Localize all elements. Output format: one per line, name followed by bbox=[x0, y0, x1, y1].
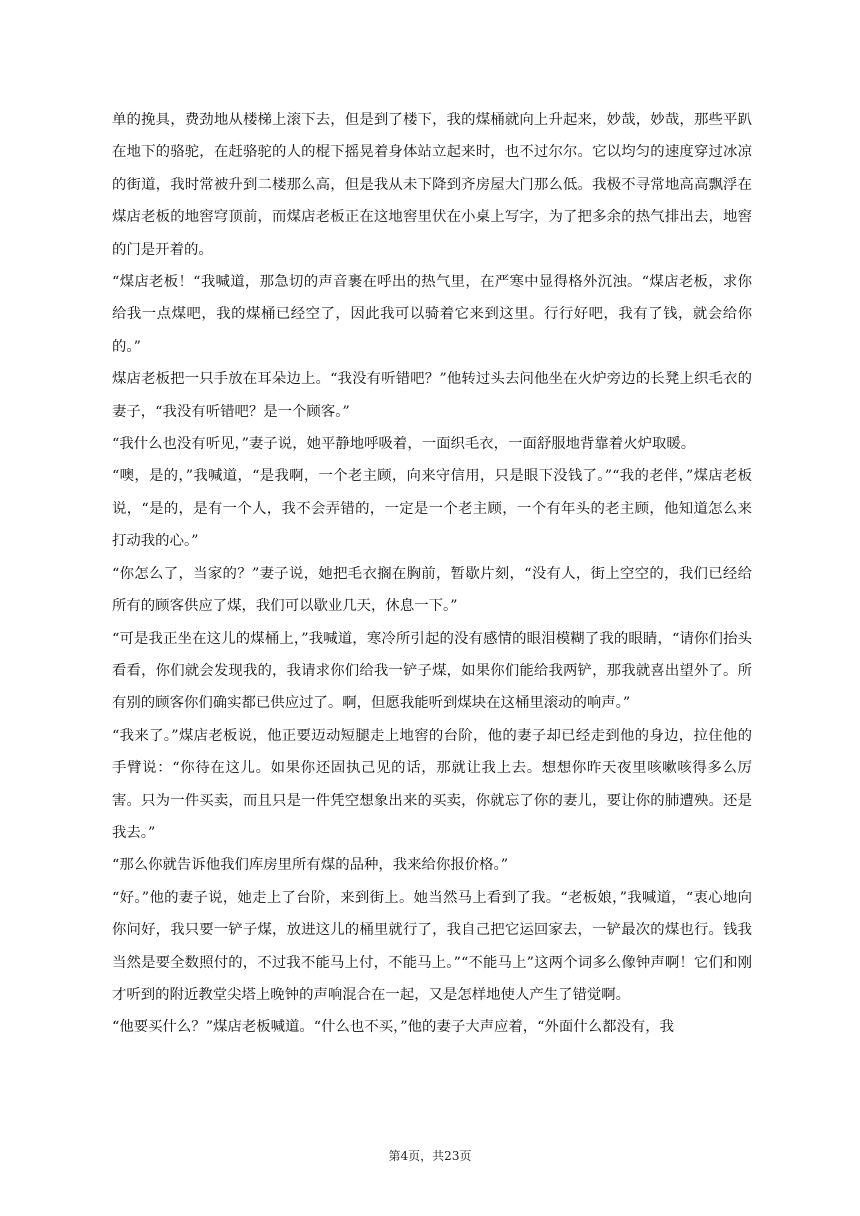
paragraph: 单的挽具，费劲地从楼梯上滚下去，但是到了楼下，我的煤桶就向上升起来，妙哉，妙哉，那些平趴在地下的骆驼，在赶骆驼的人的棍下摇晃着身体站立起来时，也不过尔尔。它以均匀的速度穿过冰凉的街道，我时常被升到二楼那么高，但是我从未下降到齐房屋大门那么低。我极不寻常地高高飘浮在煤店老板的地窖穹顶前，而煤店老板正在这地窖里伏在小桌上写字，为了把多余的热气排出去，地窖的门是开着的。 bbox=[112, 112, 752, 258]
paragraph: “噢，是的，”我喊道，“是我啊，一个老主顾，向来守信用，只是眼下没钱了。”“我的老伴，”煤店老板说，“是的，是有一个人，我不会弄错的，一定是一个老主顾，一个有年头的老主顾，他知道怎么来打动我的心。” bbox=[112, 468, 752, 550]
paragraph: “那么你就告诉他我们库房里所有煤的品种，我来给你报价格。” bbox=[112, 857, 509, 874]
paragraph: “可是我正坐在这儿的煤桶上，”我喊道，寒冷所引起的没有感情的眼泪模糊了我的眼睛，“请你们抬头看看，你们就会发现我的，我请求你们给我一铲子煤，如果你们能给我两铲，那我就喜出望外了。所有别的顾客你们确实都已供应过了。啊，但愿我能听到煤块在这桶里滚动的响声。” bbox=[112, 630, 752, 712]
paragraph: “煤店老板！“我喊道，那急切的声音裹在呼出的热气里，在严寒中显得格外沉浊。“煤店老板，求你给我一点煤吧，我的煤桶已经空了，因此我可以骑着它来到这里。行行好吧，我有了钱，就会给你的。” bbox=[112, 274, 752, 355]
document-body bbox=[112, 104, 752, 1044]
paragraph: “我来了。”煤店老板说，他正要迈动短腿走上地窖的台阶，他的妻子却已经走到他的身边，拉住他的手臂说：“你待在这儿。如果你还固执己见的话，那就让我上去。想想你昨天夜里咳嗽咳得多么厉害。只为一件买卖，而且只是一件凭空想象出来的买卖，你就忘了你的妻儿，要让你的肺遭殃。还是我去。” bbox=[112, 727, 752, 841]
paragraph: “我什么也没有听见，”妻子说，她平静地呼吸着，一面织毛衣，一面舒服地背靠着火炉取暖。 bbox=[112, 436, 696, 453]
page-number-footer: 第4页，共23页 bbox=[388, 1149, 472, 1163]
paragraph: “他要买什么？”煤店老板喊道。“什么也不买，”他的妻子大声应着，“外面什么都没有，我 bbox=[112, 1019, 675, 1036]
paragraph: “你怎么了，当家的？”妻子说，她把毛衣搁在胸前，暂歇片刻，“没有人，街上空空的，我们已经给所有的顾客供应了煤，我们可以歇业几天，休息一下。” bbox=[112, 565, 752, 615]
paragraph: 煤店老板把一只手放在耳朵边上。“我没有听错吧？”他转过头去问他坐在火炉旁边的长凳上织毛衣的妻子，“我没有听错吧？是一个顾客。” bbox=[112, 371, 752, 420]
paragraph: “好。”他的妻子说，她走上了台阶，来到街上。她当然马上看到了我。“老板娘，”我喊道，“衷心地向你问好，我只要一铲子煤，放进这儿的桶里就行了，我自己把它运回家去，一铲最次的煤也行。钱我当然是要全数照付的，不过我不能马上付，不能马上。”“不能马上”这两个词多么像钟声啊！它们和刚才听到的附近教堂尖塔上晚钟的声响混合在一起，又是怎样地使人产生了错觉啊。 bbox=[112, 889, 752, 1003]
